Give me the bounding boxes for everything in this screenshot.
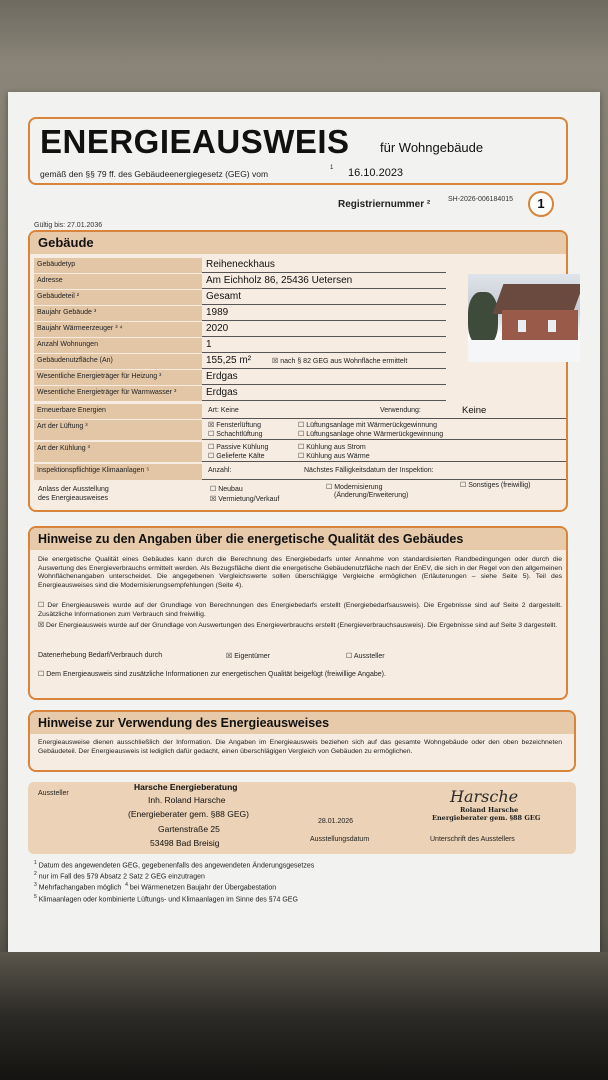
building-photo (468, 274, 580, 362)
consumption-checkbox: ☒ Der Energieausweis wurde auf der Grundlage von Auswertungen des Energieverbrauchs erstellt (Energieverbrauchsausweis). Die Ergebnisse sind auf Seite 3 dargestellt. (38, 622, 558, 629)
footnote-text: bei Wärmenetzen Baujahr der Übergabestation (129, 884, 277, 892)
field-value: Am Eichholz 86, 25436 Uetersen (206, 275, 353, 286)
field-row (34, 274, 446, 289)
field-row (34, 306, 446, 321)
occasion-label: des Energieausweises (38, 495, 109, 502)
field-label: Gebäudenutzfläche (An) (34, 354, 202, 369)
field-value: Erdgas (206, 387, 238, 398)
title-box (28, 117, 568, 185)
field-value: Reiheneckhaus (206, 259, 275, 270)
field-label: Gebäudetyp (34, 258, 202, 273)
stamp-name: Roland Harsche (460, 806, 519, 814)
page-subtitle: für Wohngebäude (380, 140, 484, 155)
building-section-title: Gebäude (30, 232, 566, 254)
survey-label: Datenerhebung Bedarf/Verbrauch durch (38, 652, 163, 659)
certificate-page (8, 92, 600, 952)
issuer-name: Harsche Energieberatung (134, 782, 238, 792)
renewable-use: Keine (462, 405, 487, 416)
occasion-option-note: (Änderung/Erweiterung) (334, 492, 409, 499)
usage-section (28, 710, 576, 772)
renewable-type: Art: Keine (208, 407, 239, 414)
ac-label: Inspektionspflichtige Klimaanlagen ⁵ (34, 464, 202, 480)
occasion-label: Anlass der Ausstellung (38, 486, 109, 493)
issue-date-label: Ausstellungsdatum (310, 836, 370, 843)
registration-number: SH-2026-006184015 (448, 196, 513, 203)
demand-checkbox: ☐ Der Energieausweis wurde auf der Grundlage von Berechnungen des Energiebedarfs erstellt (Energiebedarfsausweis). Die Ergebnisse sind auf Seite 2 dargestellt. Zusätzliche Informationen zum Verbrauch sind freiwillig. (38, 602, 562, 618)
survey-owner-checkbox: ☒ Eigentümer (226, 653, 271, 660)
field-label: Adresse (34, 274, 202, 289)
signature-image: Harsche (450, 787, 519, 806)
renewable-use-label: Verwendung: (380, 407, 421, 414)
renewable-row (34, 404, 566, 419)
field-label: Anzahl Wohnungen (34, 338, 202, 353)
house-window (548, 320, 556, 332)
occasion-option: ☐ Modernisierung (326, 484, 383, 491)
field-label: Wesentliche Energieträger für Warmwasser ³ (34, 386, 202, 401)
field-row (34, 354, 446, 369)
quality-section-title: Hinweise zu den Angaben über die energetische Qualität des Gebäudes (30, 528, 566, 550)
field-row (34, 290, 446, 305)
footnote-marker: 1 (330, 165, 334, 171)
law-date: 16.10.2023 (348, 167, 404, 179)
field-row (34, 338, 446, 353)
valid-until: Gültig bis: 27.01.2036 (34, 222, 103, 229)
law-reference: gemäß den §§ 79 ff. des Gebäudeenergiegesetz (GEG) vom (40, 169, 269, 179)
cooling-option: ☐ Gelieferte Kälte (208, 453, 265, 460)
page-number-badge: 1 (528, 191, 554, 217)
signature-label: Unterschrift des Ausstellers (430, 836, 515, 843)
footnote: $^2$ nur im Fall des §79 Absatz 2 Satz 2 GEG einzutragen (34, 871, 205, 881)
occasion-option: ☒ Vermietung/Verkauf (210, 496, 280, 503)
occasion-option: ☐ Neubau (210, 486, 243, 493)
field-value: 1 (206, 339, 212, 350)
ventilation-option: ☒ Fensterlüftung (208, 422, 261, 429)
building-section (28, 230, 568, 512)
occasion-option: ☐ Sonstiges (freiwillig) (460, 482, 531, 489)
field-value: 155,25 m² (206, 355, 252, 366)
footnote-text: Klimaanlagen oder kombinierte Lüftungs- und Klimaanlagen im Sinne des §74 GEG (38, 896, 298, 904)
issuer-qualification: (Energieberater gem. §88 GEG) (128, 809, 249, 819)
field-value: Gesamt (206, 291, 242, 302)
ventilation-option: ☐ Lüftungsanlage ohne Wärmerückgewinnung (298, 431, 444, 438)
issuer-label: Aussteller (38, 790, 69, 797)
table-surface (0, 952, 608, 1080)
footnote-text: Mehrfachangaben möglich (38, 884, 122, 892)
renewable-label: Erneuerbare Energien (34, 404, 202, 419)
cooling-label: Art der Kühlung ³ (34, 442, 202, 462)
footnote-text: Datum des angewendeten GEG, gegebenenfalls des angewendeten Änderungsgesetzes (38, 862, 315, 870)
cooling-option: ☐ Passive Kühlung (208, 444, 269, 451)
usage-paragraph: Energieausweise dienen ausschließlich der Information. Die Angaben im Energieausweis beziehen sich auf das gesamte Wohngebäude oder den oben bezeichneten Gebäudeteil. Der Energieausweis ist lediglich dafür gedacht, einen überschlägigen Vergleich von Gebäuden zu ermöglichen. (38, 739, 562, 755)
ac-next-inspection: Nächstes Fälligkeitsdatum der Inspektion: (304, 467, 434, 474)
footnote: $^5$ Klimaanlagen oder kombinierte Lüftungs- und Klimaanlagen im Sinne des §74 GEG (34, 894, 298, 904)
field-row (34, 370, 446, 385)
stamp-title: Energieberater gem. §88 GEG (432, 814, 541, 822)
field-label: Wesentliche Energieträger für Heizung ³ (34, 370, 202, 385)
cooling-row (34, 442, 566, 462)
issuer-street: Gartenstraße 25 (158, 824, 220, 834)
issue-date: 28.01.2026 (318, 818, 354, 825)
footnote-text: nur im Fall des §79 Absatz 2 Satz 2 GEG einzutragen (38, 873, 205, 881)
field-value: Erdgas (206, 371, 238, 382)
registration-label: Registriernummer ² (338, 199, 431, 210)
ac-count: Anzahl: (208, 467, 232, 474)
field-label: Baujahr Gebäude ³ (34, 306, 202, 321)
area-method-checkbox: ☒ nach § 82 GEG aus Wohnfläche ermittelt (272, 358, 408, 365)
field-label: Baujahr Wärmeerzeuger ³ ⁴ (34, 322, 202, 337)
ventilation-label: Art der Lüftung ³ (34, 420, 202, 440)
issuer-city: 53498 Bad Breisig (150, 838, 220, 848)
cooling-option: ☐ Kühlung aus Strom (298, 444, 366, 451)
quality-paragraph: Die energetische Qualität eines Gebäudes kann durch die Berechnung des Energiebedarfs unter Annahme von standardisierten Randbedingungen oder durch die Auswertung des Energieverbrauchs ermittelt werden. Als Bezugsfläche dient die energetische Gebäudenutzfläche nach der EnEV, die sich in der Regel von den allgemeinen Wohnflächenangaben unterscheidet. Die angegebenen Vergleichswerte sollen überschlägige Vergleiche ermöglichen (Erläuterungen – siehe Seite 5). Teil des Energieausweises sind die Modernisierungsempfehlungen (Seite 4). (38, 556, 562, 589)
house-window (518, 320, 526, 332)
field-value: 1989 (206, 307, 229, 318)
usage-section-title: Hinweise zur Verwendung des Energieausweises (30, 712, 574, 734)
quality-section (28, 526, 568, 700)
additional-info-checkbox: ☐ Dem Energieausweis sind zusätzliche Informationen zur energetischen Qualität beigefügt (freiwillige Angabe). (38, 671, 386, 678)
field-row (34, 258, 446, 273)
ac-row (34, 464, 566, 480)
cooling-option: ☐ Kühlung aus Wärme (298, 453, 370, 460)
snow-ground (468, 340, 580, 362)
field-label: Gebäudeteil ² (34, 290, 202, 305)
page-title: ENERGIEAUSWEIS (40, 123, 350, 160)
tree-shape (468, 292, 498, 346)
survey-issuer-checkbox: ☐ Aussteller (346, 653, 385, 660)
ventilation-option: ☐ Lüftungsanlage mit Wärmerückgewinnung (298, 422, 437, 429)
field-row (34, 322, 446, 337)
ventilation-row (34, 420, 566, 440)
field-row (34, 386, 446, 401)
ventilation-option: ☐ Schachtlüftung (208, 431, 263, 438)
issuer-owner: Inh. Roland Harsche (148, 795, 226, 805)
footnote: $^1$ Datum des angewendeten GEG, gegebenenfalls des angewendeten Änderungsgesetzes (34, 860, 315, 870)
field-value: 2020 (206, 323, 229, 334)
footnote: $^3$ Mehrfachangaben möglich $^4$ bei Wärmenetzen Baujahr der Übergabestation (34, 882, 277, 892)
